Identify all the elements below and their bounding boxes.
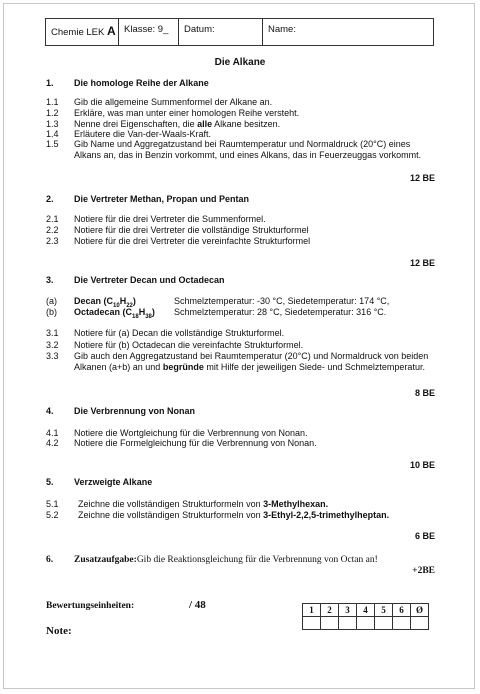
section-3-points: 8 BE	[414, 388, 435, 398]
task-1-1: 1.1 Gib die allgemeine Summenformel der Alkane an.	[46, 97, 273, 107]
grade-cell[interactable]	[357, 617, 375, 630]
grade-cell[interactable]	[393, 617, 411, 630]
section-6-points: +2BE	[412, 566, 435, 576]
total-label: Bewertungseinheiten:	[46, 601, 135, 611]
grade-average: Ø	[411, 604, 429, 617]
grade-cell[interactable]	[375, 617, 393, 630]
compound-octadecan: (b) Octadecan $(C_{18}H_{38})$ Schmelztemperatur: 28 °C, Siedetemperatur: 316 °C.	[46, 307, 387, 320]
total-max: / 48	[189, 599, 206, 611]
task-2-1: 2.1 Notiere für die drei Vertreter die Summenformel.	[46, 214, 266, 224]
task-1-5: 1.5 Gib Name und Aggregatzustand bei Raumtemperatur und Normaldruck (20°C) eines Alkans an, das in Benzin vorkommt, und eines Alkans, das in Feuerzeuggas vorkommt.	[46, 139, 422, 160]
grade-table	[302, 603, 429, 630]
compound-decan: (a) Decan $(C_{10}H_{22})$ Schmelztemperatur: -30 °C, Siedetemperatur: 174 °C,	[46, 296, 390, 309]
section-2-points: 12 BE	[409, 258, 435, 268]
grade-2: 2	[321, 604, 339, 617]
task-1-3: 1.3 Nenne drei Eigenschaften, die alle Alkane besitzen.	[46, 119, 281, 129]
task-4-2: 4.2 Notiere die Formelgleichung für die Verbrennung von Nonan.	[46, 438, 317, 448]
section-6-heading: 6. Zusatzaufgabe: Gib die Reaktionsgleichung für die Verbrennung von Octan an!	[46, 555, 378, 565]
klasse-cell: Klasse: 9_	[119, 19, 179, 45]
grade-cell[interactable]	[339, 617, 357, 630]
document-title: Die Alkane	[214, 57, 266, 68]
section-5-heading: 5. Verzweigte Alkane	[46, 477, 153, 487]
task-4-1: 4.1 Notiere die Wortgleichung für die Verbrennung von Nonan.	[46, 428, 308, 438]
task-3-2: 3.2 Notiere für (b) Octadecan die vereinfachte Strukturformel.	[46, 340, 304, 350]
section-4-heading: 4. Die Verbrennung von Nonan	[46, 406, 196, 416]
task-1-4: 1.4 Erläutere die Van-der-Waals-Kraft.	[46, 129, 212, 139]
task-2-2: 2.2 Notiere für die drei Vertreter die vollständige Strukturformel	[46, 225, 309, 235]
task-3-3: 3.3 Gib auch den Aggregatzustand bei Raumtemperatur (20°C) und Normaldruck von beiden Alkanen (a+b) an und begründe mit Hilfe der jeweiligen Siede- und Schmelztemperatur.	[46, 351, 429, 372]
grade-6: 6	[393, 604, 411, 617]
grade-header-row	[303, 604, 429, 617]
section-5-points: 6 BE	[414, 531, 435, 541]
grade-cell[interactable]	[321, 617, 339, 630]
note-label: Note:	[46, 625, 72, 637]
grade-cell[interactable]	[411, 617, 429, 630]
section-1-heading: 1. Die homologe Reihe der Alkane	[46, 78, 209, 88]
grade-1: 1	[303, 604, 321, 617]
variant-letter: A	[106, 24, 116, 38]
grade-count-row	[303, 617, 429, 630]
grade-5: 5	[375, 604, 393, 617]
section-3-heading: 3. Die Vertreter Decan und Octadecan	[46, 275, 225, 285]
section-1-points: 12 BE	[409, 173, 435, 183]
name-cell: Name:	[268, 24, 296, 35]
grade-cell[interactable]	[303, 617, 321, 630]
subject-label: Chemie LEK	[51, 27, 105, 38]
section-4-points: 10 BE	[409, 460, 435, 470]
header-box	[45, 18, 434, 46]
subject-cell	[46, 19, 119, 45]
task-3-1: 3.1 Notiere für (a) Decan die vollständige Strukturformel.	[46, 328, 285, 338]
task-5-1: 5.1 Zeichne die vollständigen Strukturformeln von 3-Methylhexan.	[46, 499, 329, 509]
datum-cell: Datum:	[179, 19, 263, 45]
grade-4: 4	[357, 604, 375, 617]
task-5-2: 5.2 Zeichne die vollständigen Strukturformeln von 3-Ethyl-2,2,5-trimethylheptan.	[46, 510, 390, 520]
task-2-3: 2.3 Notiere für die drei Vertreter die vereinfachte Strukturformel	[46, 236, 311, 246]
section-2-heading: 2. Die Vertreter Methan, Propan und Pentan	[46, 194, 250, 204]
grade-3: 3	[339, 604, 357, 617]
task-1-2: 1.2 Erkläre, was man unter einer homologen Reihe versteht.	[46, 108, 300, 118]
